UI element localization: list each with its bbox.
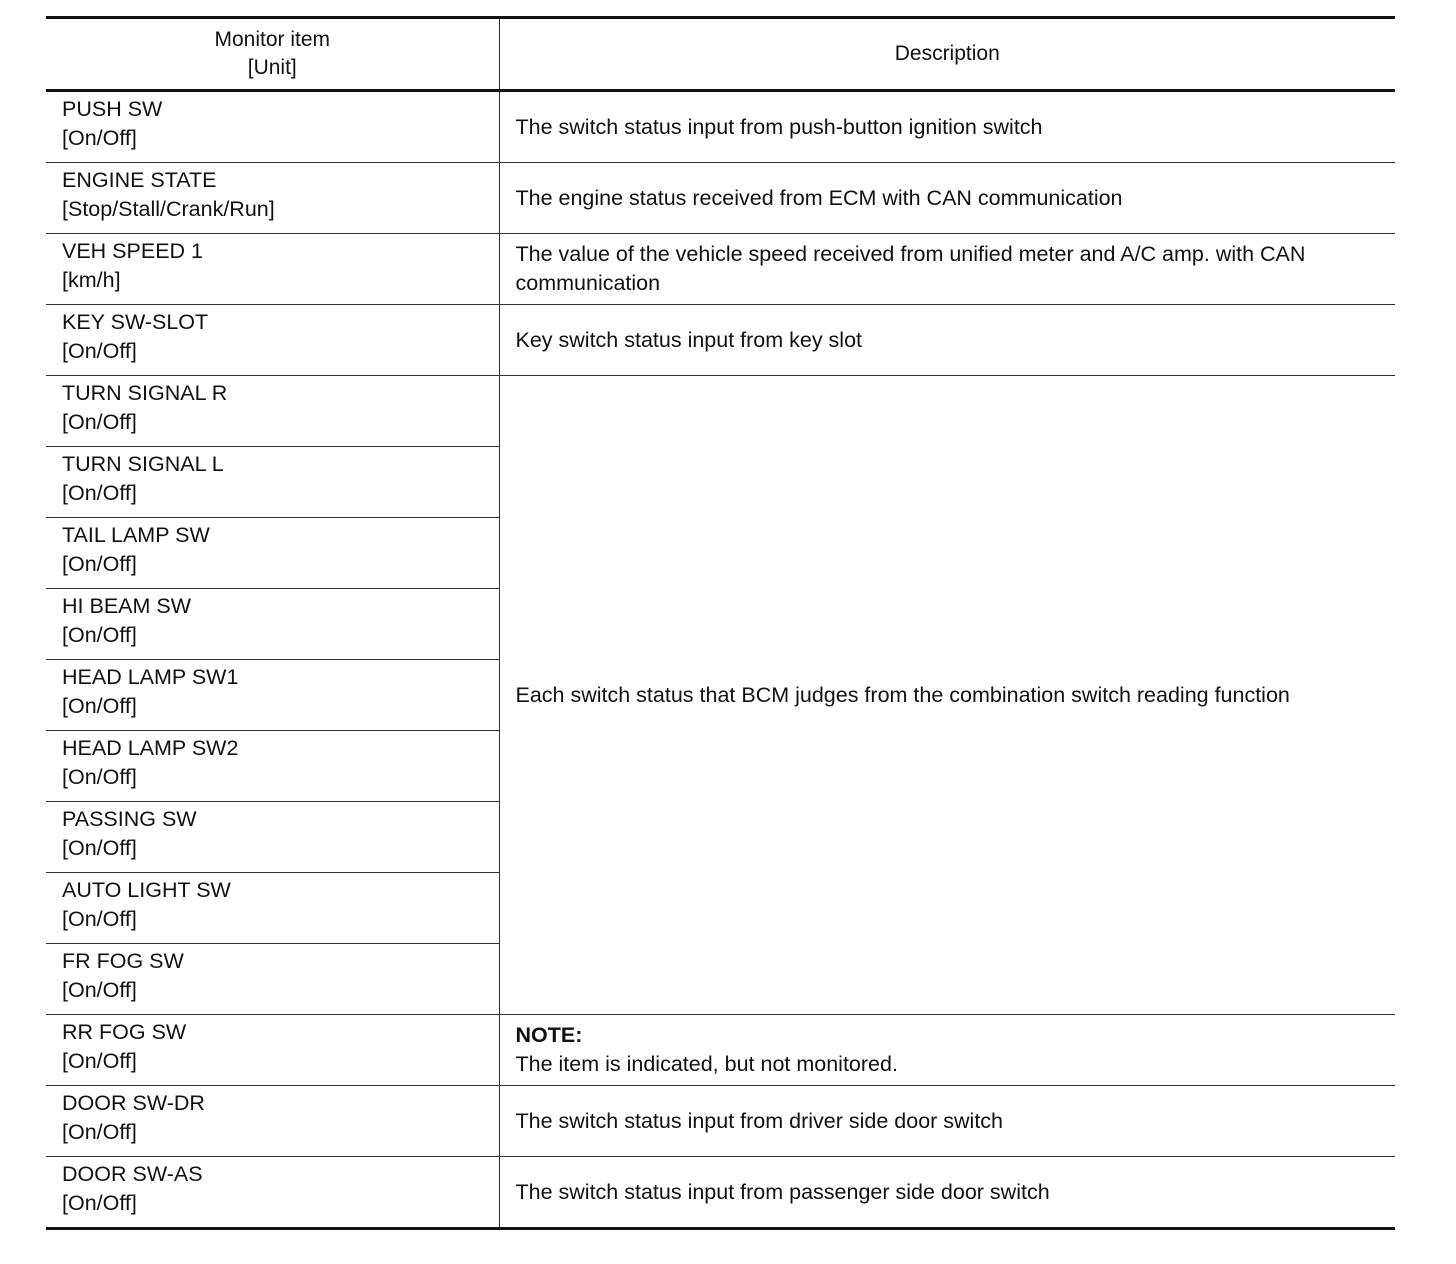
item-cell: [46, 91, 499, 163]
item-unit: [On/Off]: [62, 410, 137, 434]
item-cell: [46, 873, 499, 944]
item-cell: [46, 944, 499, 1015]
note-label: NOTE:: [515, 1023, 583, 1047]
item-name: TURN SIGNAL R: [62, 381, 228, 405]
item-name: TAIL LAMP SW: [62, 523, 210, 547]
item-unit: [On/Off]: [62, 481, 137, 505]
item-unit: [On/Off]: [62, 126, 137, 150]
header-description: Description: [499, 18, 1395, 91]
table-row: [46, 163, 1395, 234]
table-row: [46, 305, 1395, 376]
table-row: [46, 1157, 1395, 1229]
header-item-label: Monitor item: [214, 28, 331, 51]
item-name: HEAD LAMP SW1: [62, 665, 239, 689]
item-cell: [46, 589, 499, 660]
item-unit: [On/Off]: [62, 623, 137, 647]
item-name: DOOR SW-AS: [62, 1162, 203, 1186]
item-unit: [On/Off]: [62, 1120, 137, 1144]
item-name: ENGINE STATE: [62, 168, 217, 192]
monitor-item-table: [46, 16, 1395, 1230]
item-name: PASSING SW: [62, 807, 197, 831]
item-cell: [46, 518, 499, 589]
combination-switch-description-cell: Each switch status that BCM judges from the combination switch reading function: [499, 376, 1395, 1015]
item-name: VEH SPEED 1: [62, 239, 203, 263]
item-unit: [On/Off]: [62, 907, 137, 931]
item-name: AUTO LIGHT SW: [62, 878, 231, 902]
table-row: [46, 1015, 1395, 1086]
description-cell: The value of the vehicle speed received from unified meter and A/C amp. with CAN communication: [499, 234, 1395, 305]
item-cell: [46, 1157, 499, 1229]
item-unit: [On/Off]: [62, 765, 137, 789]
item-cell: [46, 163, 499, 234]
item-cell: [46, 660, 499, 731]
note-text: The item is indicated, but not monitored.: [515, 1052, 898, 1076]
table-header-row: [46, 18, 1395, 91]
item-cell: [46, 234, 499, 305]
item-cell: [46, 376, 499, 447]
item-name: FR FOG SW: [62, 949, 184, 973]
item-unit: [km/h]: [62, 268, 121, 292]
table-row: [46, 376, 1395, 447]
item-unit: [On/Off]: [62, 836, 137, 860]
item-cell: [46, 447, 499, 518]
description-cell: The switch status input from push-button ignition switch: [499, 91, 1395, 163]
item-name: HEAD LAMP SW2: [62, 736, 239, 760]
header-monitor-item: [46, 18, 499, 91]
description-cell: The switch status input from passenger side door switch: [515, 1179, 1050, 1204]
item-unit: [On/Off]: [62, 1049, 137, 1073]
table-row: [46, 234, 1395, 305]
table-row: [46, 91, 1395, 163]
item-name: DOOR SW-DR: [62, 1091, 205, 1115]
description-cell: The switch status input from driver side door switch: [499, 1086, 1395, 1157]
item-name: KEY SW-SLOT: [62, 310, 209, 334]
item-cell: [46, 1086, 499, 1157]
table-row: [46, 1086, 1395, 1157]
item-name: TURN SIGNAL L: [62, 452, 224, 476]
header-unit-label: [Unit]: [247, 56, 297, 79]
item-unit: [On/Off]: [62, 694, 137, 718]
item-unit: [On/Off]: [62, 1191, 137, 1215]
item-cell: [46, 305, 499, 376]
note-cell: [499, 1015, 1395, 1086]
item-unit: [On/Off]: [62, 978, 137, 1002]
item-unit: [On/Off]: [62, 552, 137, 576]
description-cell: Key switch status input from key slot: [499, 305, 1395, 376]
item-unit: [Stop/Stall/Crank/Run]: [62, 197, 275, 221]
item-cell: [46, 802, 499, 873]
description-cell: The engine status received from ECM with CAN communication: [499, 163, 1395, 234]
item-unit: [On/Off]: [62, 339, 137, 363]
item-cell: [46, 1015, 499, 1086]
item-name: PUSH SW: [62, 97, 163, 121]
item-name: HI BEAM SW: [62, 594, 192, 618]
item-name: RR FOG SW: [62, 1020, 187, 1044]
item-cell: [46, 731, 499, 802]
